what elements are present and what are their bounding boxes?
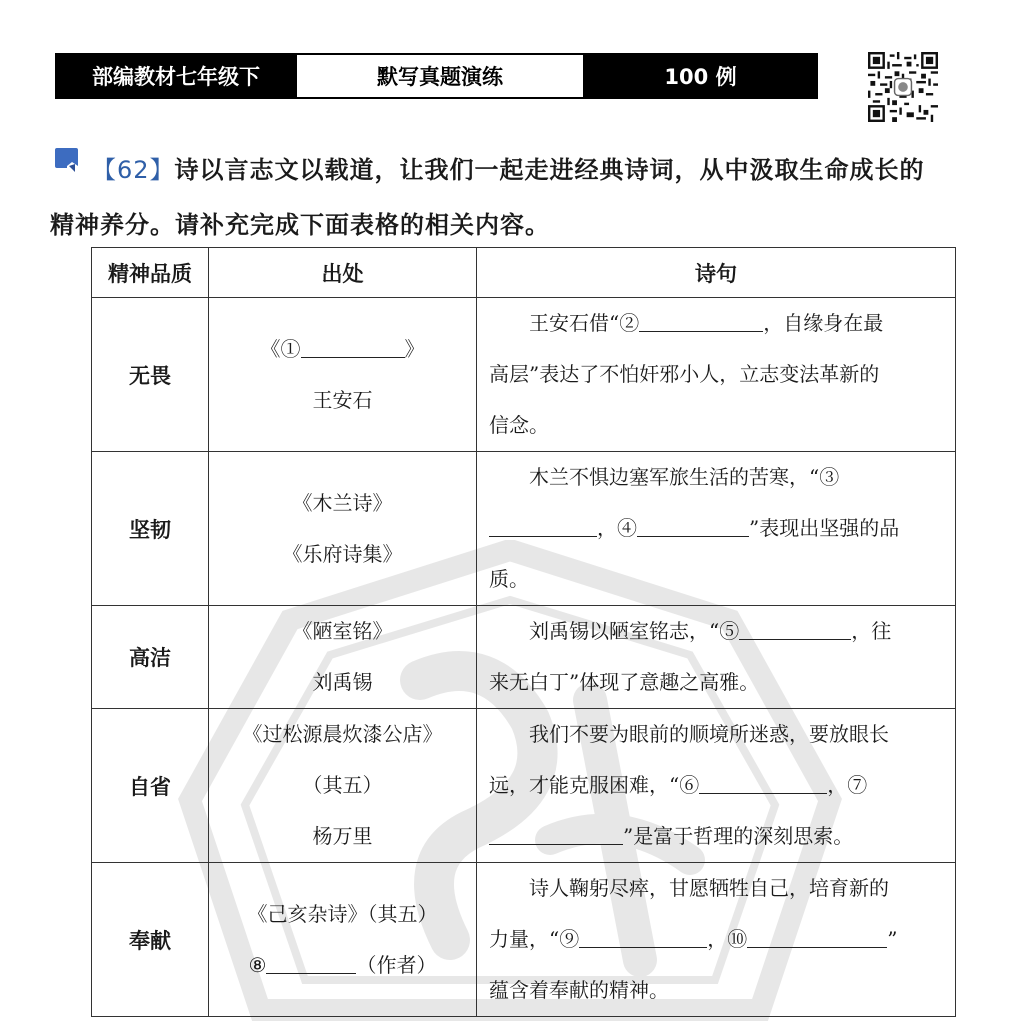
table-row	[92, 863, 956, 1017]
question-text-1: 诗以言志文以载道，让我们一起走进经典诗词，从中汲取生命成长的	[174, 156, 925, 184]
source-text: 《①	[260, 336, 301, 361]
poem-text: 诗人鞠躬尽瘁，甘愿牺牲自己，培育新的	[529, 876, 889, 900]
answer-blank-6[interactable]	[699, 771, 827, 794]
question-line-1	[92, 150, 925, 185]
answer-blank-1[interactable]	[301, 335, 405, 358]
header-poem: 诗句	[477, 248, 956, 298]
poem-text: ”是富于哲理的深刻思索。	[623, 824, 854, 848]
poem-line	[489, 863, 943, 914]
poem-text: ，往	[851, 619, 892, 643]
poem-text: 木兰不惧边塞军旅生活的苦寒，“③	[529, 465, 840, 489]
bookmark-icon	[54, 146, 80, 174]
source-title: 《陋室铭》	[292, 619, 393, 643]
source-collection: 《乐府诗集》	[282, 541, 403, 566]
poem-text: ”	[887, 927, 898, 951]
poem-line: 蕴含着奉献的精神。	[489, 978, 669, 1002]
poem-line: 来无白丁”体现了意趣之高雅。	[489, 670, 760, 694]
answer-blank-5[interactable]	[739, 617, 851, 640]
answer-blank-9[interactable]	[579, 925, 707, 948]
answer-blank-4[interactable]	[637, 514, 749, 537]
source-line	[209, 940, 476, 991]
poem-line	[489, 709, 943, 760]
quality-cell: 奉献	[92, 863, 209, 1017]
poem-line: 高层”表达了不怕奸邪小人，立志变法革新的	[489, 362, 880, 386]
source-text: 》	[404, 336, 425, 361]
table-header-row	[92, 248, 956, 298]
answer-blank-3[interactable]	[489, 514, 597, 537]
poem-line: 质。	[489, 567, 529, 591]
source-cell	[209, 606, 477, 709]
table-row	[92, 606, 956, 709]
poem-text: ，自缘身在最	[763, 311, 884, 335]
poem-text: 远，才能克服困难，“⑥	[489, 773, 700, 797]
poem-text: 刘禹锡以陋室铭志，“⑤	[529, 619, 740, 643]
source-title: 《木兰诗》	[292, 490, 393, 515]
poem-cell	[477, 863, 956, 1017]
banner-count: 100 例	[585, 55, 816, 97]
poem-text: 力量，“⑨	[489, 927, 580, 951]
answer-blank-2[interactable]	[639, 309, 763, 332]
source-author: 刘禹锡	[312, 670, 373, 694]
source-text: ⑧	[248, 952, 267, 977]
banner-textbook-label: 部编教材七年级下	[57, 55, 295, 97]
poem-line: 信念。	[489, 413, 549, 437]
poem-line	[489, 914, 943, 965]
header-banner	[55, 53, 818, 99]
poem-cell	[477, 298, 956, 452]
source-text: （作者）	[356, 952, 437, 977]
banner-title: 默写真题演练	[295, 55, 585, 97]
poem-line	[489, 606, 943, 657]
poem-cell	[477, 452, 956, 606]
source-title: 《过松源晨炊漆公店》	[242, 722, 443, 746]
quality-cell: 坚韧	[92, 452, 209, 606]
poem-line	[489, 503, 943, 554]
quality-cell: 高洁	[92, 606, 209, 709]
source-cell	[209, 709, 477, 863]
poem-text: 我们不要为眼前的顺境所迷惑，要放眼长	[529, 722, 889, 746]
source-author: 杨万里	[312, 824, 373, 848]
source-line	[209, 324, 476, 375]
answer-blank-8[interactable]	[266, 951, 356, 974]
poem-cell	[477, 709, 956, 863]
table-row	[92, 709, 956, 863]
poem-line	[489, 452, 943, 503]
poem-text: ，④	[597, 516, 637, 540]
table-row	[92, 452, 956, 606]
answer-blank-7[interactable]	[489, 822, 623, 845]
answer-blank-10[interactable]	[747, 925, 887, 948]
poem-text: ”表现出坚强的品	[749, 516, 900, 540]
poetry-table	[91, 247, 956, 1017]
quality-cell: 自省	[92, 709, 209, 863]
table-row	[92, 298, 956, 452]
source-cell	[209, 863, 477, 1017]
source-title: 《己亥杂诗》（其五）	[247, 901, 438, 926]
source-cell	[209, 452, 477, 606]
question-number: 【62】	[92, 156, 175, 184]
quality-cell: 无畏	[92, 298, 209, 452]
poem-line	[489, 811, 943, 862]
poem-line	[489, 760, 943, 811]
header-source: 出处	[209, 248, 477, 298]
header-quality: 精神品质	[92, 248, 209, 298]
source-note: （其五）	[302, 773, 383, 797]
poem-text: 王安石借“②	[529, 311, 640, 335]
source-cell	[209, 298, 477, 452]
source-author: 王安石	[312, 387, 373, 412]
poem-text: ，⑦	[827, 773, 868, 797]
qr-code-icon[interactable]	[868, 52, 938, 122]
poem-cell	[477, 606, 956, 709]
poem-line	[489, 298, 943, 349]
poem-text: ，⑩	[707, 927, 748, 951]
question-line-2: 精神养分。请补充完成下面表格的相关内容。	[50, 211, 550, 239]
